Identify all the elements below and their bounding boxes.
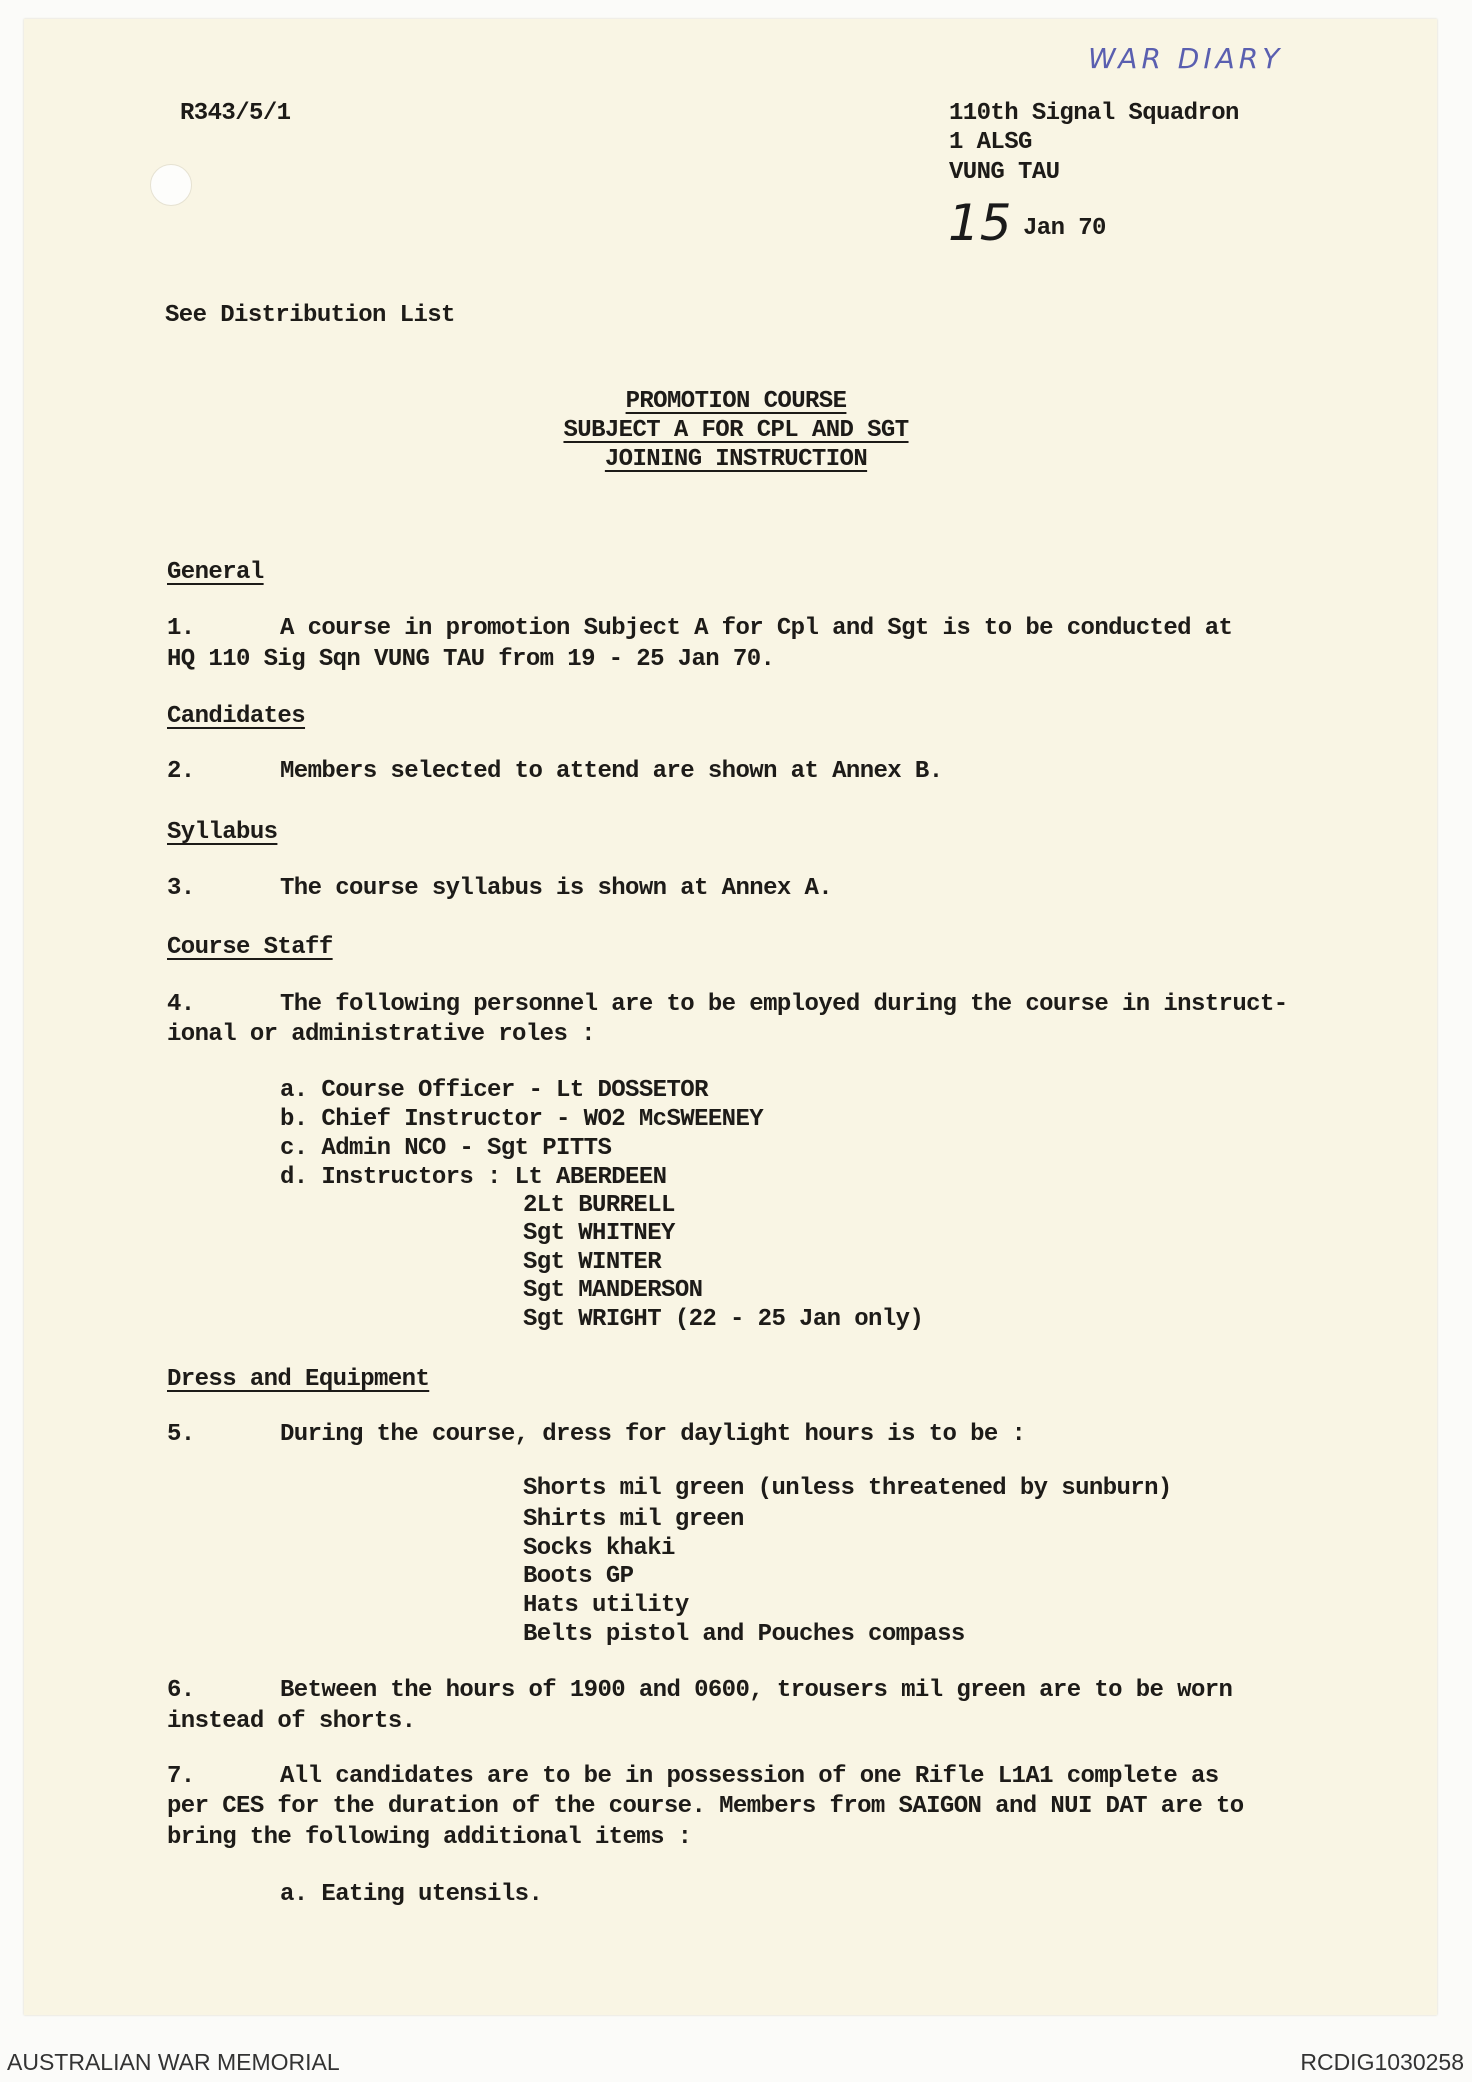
para-text: All candidates are to be in possession of one Rifle L1A1 complete as bbox=[280, 1763, 1219, 1790]
staff-item: b. Chief Instructor - WO2 McSWEENEY bbox=[280, 1106, 764, 1133]
dress-item: Shorts mil green (unless threatened by sunburn) bbox=[523, 1475, 1172, 1502]
staff-item: d. Instructors : Lt ABERDEEN bbox=[280, 1164, 667, 1191]
additional-item: a. Eating utensils. bbox=[280, 1881, 543, 1908]
reference-number: R343/5/1 bbox=[180, 100, 291, 127]
title-line: PROMOTION COURSE bbox=[625, 388, 847, 415]
para-number: 1. bbox=[167, 615, 195, 642]
para-text: per CES for the duration of the course. Members from SAIGON and NUI DAT are to bbox=[167, 1793, 1244, 1820]
footer-archive-name: AUSTRALIAN WAR MEMORIAL bbox=[7, 2049, 340, 2075]
para-text: ional or administrative roles : bbox=[167, 1021, 595, 1048]
addressee: See Distribution List bbox=[165, 302, 455, 329]
sender-line: VUNG TAU bbox=[949, 159, 1060, 186]
date-day-handwritten: 15 bbox=[948, 194, 1012, 252]
para-number: 3. bbox=[167, 875, 195, 902]
para-number: 2. bbox=[167, 758, 195, 785]
dress-item: Socks khaki bbox=[523, 1535, 675, 1562]
title-line: SUBJECT A FOR CPL AND SGT bbox=[563, 417, 909, 444]
instructor: Sgt WRIGHT (22 - 25 Jan only) bbox=[523, 1306, 924, 1333]
para-text: A course in promotion Subject A for Cpl and Sgt is to be conducted at bbox=[280, 615, 1233, 642]
instructor: 2Lt BURRELL bbox=[523, 1192, 675, 1219]
dress-item: Shirts mil green bbox=[523, 1506, 744, 1533]
punch-hole bbox=[150, 164, 192, 206]
para-number: 4. bbox=[167, 991, 195, 1018]
para-text: Members selected to attend are shown at Annex B. bbox=[280, 758, 943, 785]
para-text: The course syllabus is shown at Annex A. bbox=[280, 875, 833, 902]
para-text: instead of shorts. bbox=[167, 1708, 416, 1735]
para-text: The following personnel are to be employed during the course in instruct- bbox=[280, 991, 1288, 1018]
footer-record-id: RCDIG1030258 bbox=[1300, 2049, 1464, 2075]
staff-item: c. Admin NCO - Sgt PITTS bbox=[280, 1135, 612, 1162]
para-text: HQ 110 Sig Sqn VUNG TAU from 19 - 25 Jan 70. bbox=[167, 646, 775, 673]
instructor: Sgt MANDERSON bbox=[523, 1277, 703, 1304]
dress-item: Hats utility bbox=[523, 1592, 689, 1619]
para-text: bring the following additional items : bbox=[167, 1824, 692, 1851]
title-line: JOINING INSTRUCTION bbox=[604, 446, 868, 473]
instructor: Sgt WHITNEY bbox=[523, 1220, 675, 1247]
para-text: Between the hours of 1900 and 0600, trousers mil green are to be worn bbox=[280, 1677, 1233, 1704]
heading-syllabus: Syllabus bbox=[167, 819, 278, 846]
para-number: 7. bbox=[167, 1763, 195, 1790]
para-text: During the course, dress for daylight hours is to be : bbox=[280, 1421, 1026, 1448]
para-number: 6. bbox=[167, 1677, 195, 1704]
para-number: 5. bbox=[167, 1421, 195, 1448]
dress-item: Belts pistol and Pouches compass bbox=[523, 1621, 965, 1648]
heading-candidates: Candidates bbox=[167, 703, 306, 730]
heading-course-staff: Course Staff bbox=[167, 934, 333, 961]
heading-dress: Dress and Equipment bbox=[167, 1366, 430, 1393]
heading-general: General bbox=[167, 559, 264, 586]
date-month-year: Jan 70 bbox=[1023, 215, 1106, 242]
staff-item: a. Course Officer - Lt DOSSETOR bbox=[280, 1077, 708, 1104]
war-diary-annotation: WAR DIARY bbox=[1088, 42, 1284, 75]
instructor: Sgt WINTER bbox=[523, 1249, 662, 1276]
sender-line: 1 ALSG bbox=[949, 129, 1032, 156]
sender-line: 110th Signal Squadron bbox=[949, 100, 1239, 127]
dress-item: Boots GP bbox=[523, 1563, 634, 1590]
